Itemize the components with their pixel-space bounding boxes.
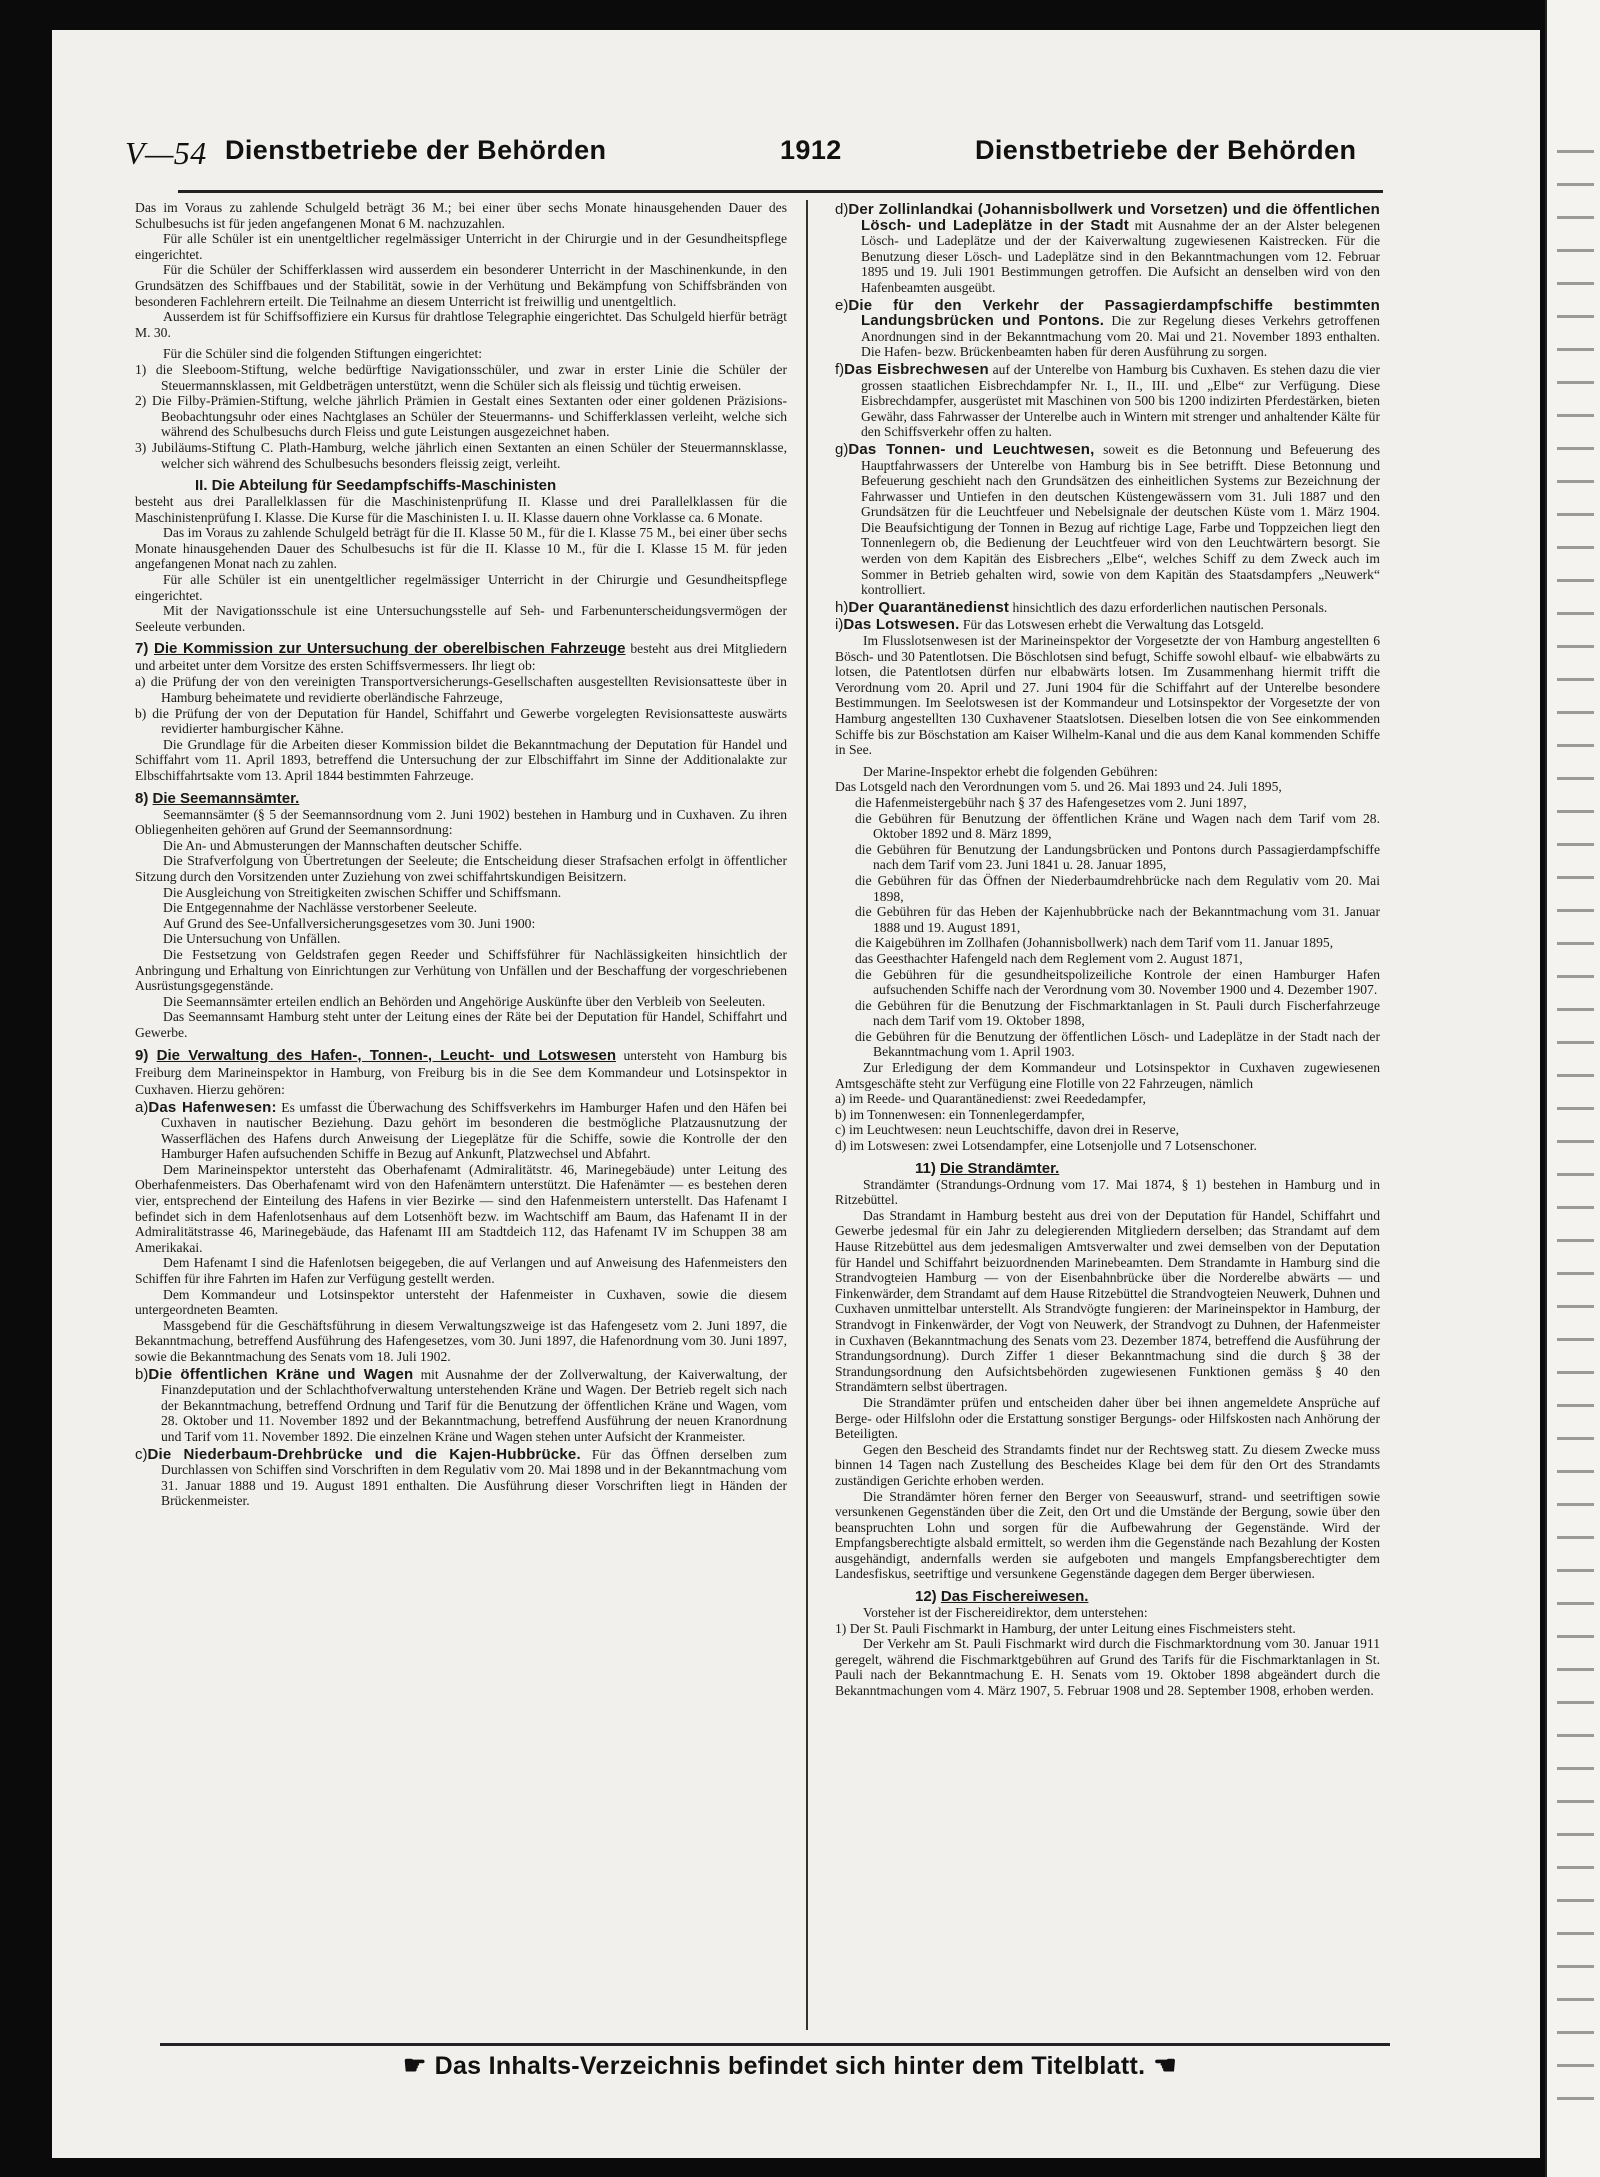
section-number: 9) (135, 1046, 149, 1064)
section-title: Die Seemannsämter. (152, 789, 300, 807)
item-text: soweit es die Betonnung und Befeuerung des Hauptfahrwassers der Unterelbe von Hamburg bis in See betrifft. Diese Betonnung und Befeuerung geschieht nach den Grundsätzen des einheitlichen Systems zur Bezeichnung der Fahrwasser und Untiefen in den deutschen Küstengewässern vom 31. Juli 1887 und den Grundsätzen für die Leuchtfeuer und Nebelsignale der deutschen Küste vom 1. März 1904. Die Beaufsichtigung der Tonnen in Bezug auf richtige Lage, Farbe und Toppzeichen liegt den Tonnenlegern ob, die Bedienung der Leuchtfeuer wird von den Leuchtwärtern besorgt. Sie werden von dem Kapitän des Eisbrechers „Elbe“, welches Schiff zu dem Zweck auch im Sommer in Betrieb gehalten wird, sowie von dem Kapitän des Staatsdampfers „Neuwerk“ kontrolliert. (861, 441, 1380, 598)
list-item-text: im Lotswesen: zwei Lotsendampfer, eine Lotsenjolle und 7 Lotsenschoner. (849, 1138, 1257, 1154)
list-item (135, 393, 787, 440)
paragraph: Auf Grund des See-Unfallversicherungsgesetzes vom 30. Juni 1900: (163, 915, 536, 931)
adjacent-page-text-line (1557, 216, 1594, 219)
list-item-label: c) (835, 1122, 846, 1138)
lettered-item (835, 442, 1380, 598)
item-label: d) (835, 201, 849, 218)
adjacent-page-text-line (1557, 1239, 1594, 1242)
list-item-label: d) (835, 1138, 847, 1154)
adjacent-page-text-line (1557, 348, 1594, 351)
adjacent-page-text-line (1557, 1833, 1594, 1836)
lettered-item (835, 617, 1380, 633)
fee-entry: Das Lotsgeld nach den Verordnungen vom 5. und 26. Mai 1893 und 24. Juli 1895, (835, 779, 1282, 795)
section-number: 7) (135, 640, 149, 658)
adjacent-page-text-line (1557, 942, 1594, 945)
paragraph: Für die Schüler der Schifferklassen wird ausserdem ein besonderer Unterricht in der Maschinenkunde, in den Grundsätzen des Schiffbaues und der Stabilität, sowie in der Verhütung und Bekämpfung von Schiffsbränden von besonderen Fachlehrern erteilt. Die Teilnahme an diesem Unterricht ist freiwillig und unentgeltlich. (135, 262, 787, 309)
paragraph: Für alle Schüler ist ein unentgeltlicher regelmässiger Unterricht in der Chirurgie und in der Gesundheitspflege eingerichtet. (135, 231, 787, 262)
numbered-section-heading (135, 640, 787, 674)
paragraph: Die Festsetzung von Geldstrafen gegen Reeder und Schiffsführer für Nachlässigkeiten hinsichtlich der Anbringung und Erhaltung von Einrichtungen zur Verhütung von Unfällen und der Beschaffung der vorgeschriebenen Ausrüstungsgegenstände. (135, 946, 787, 994)
numbered-section-heading (835, 1160, 1380, 1177)
fee-entry: die Gebühren für die Benutzung der öffentlichen Lösch- und Ladeplätze in der Stadt nach der Bekanntmachung vom 1. April 1903. (855, 1028, 1380, 1060)
paragraph: Die Ausgleichung von Streitigkeiten zwischen Schiffer und Schiffsmann. (163, 884, 562, 900)
paragraph: Das im Voraus zu zahlende Schulgeld beträgt für die II. Klasse 50 M., für die I. Klasse 75 M., bei einer über sechs Monate hinausgehenden Dauer des Schulbesuchs ist für die II. Klasse 10 M., für die I. Klasse 15 M. für jeden angefangenen Monat nach zu zahlen. (135, 525, 787, 572)
item-label: c) (135, 1445, 148, 1463)
section-text: untersteht von Hamburg bis Freiburg dem Marineinspektor in Hamburg, von Freiburg bis in die See dem Kommandeur und Lotsinspektor in Cuxhaven. Hierzu gehören: (135, 1047, 787, 1097)
running-title-left: Dienstbetriebe der Behörden (225, 135, 607, 165)
lettered-item (135, 1367, 787, 1445)
adjacent-page-text-line (1557, 876, 1594, 879)
footer-text: Das Inhalts-Verzeichnis befindet sich hinter dem Titelblatt. (434, 2052, 1146, 2080)
adjacent-page-text-line (1557, 1767, 1594, 1770)
paragraph: Die Grundlage für die Arbeiten dieser Kommission bildet die Bekanntmachung der Deputation für Handel und Schiffahrt vom 11. April 1893, betreffend die Untersuchung der zur Elbschiffahrt im Sinne der Additionalakte zur Elbschiffahrtsakte vom 13. April 1844 bestimmten Fahrzeuge. (135, 736, 787, 783)
fee-entry: die Gebühren für das Öffnen der Niederbaumdrehbrücke nach dem Regulativ vom 20. Mai 1898, (855, 872, 1380, 904)
adjacent-page-text-line (1557, 150, 1594, 153)
list-item (835, 1122, 1380, 1138)
adjacent-page-text-line (1557, 249, 1594, 252)
adjacent-page-text-line (1557, 579, 1594, 582)
item-text: Für das Öffnen derselben zum Durchlassen von Schiffen sind Vorschriften in dem Regulativ vom 20. Mai 1898 und in der Bekanntmachung vom 31. Januar 1888 und 19. August 1891 enthalten. Die Ausführung dieser Vorschriften liegt in Händen der Brückenmeister. (161, 1446, 787, 1509)
item-title: Die Niederbaum-Drehbrücke und die Kajen-Hubbrücke. (147, 1445, 581, 1463)
section-number: 11) (915, 1159, 936, 1177)
adjacent-page-text-line (1557, 513, 1594, 516)
adjacent-page-text-line (1557, 2031, 1594, 2034)
paragraph: Mit der Navigationsschule ist eine Untersuchungsstelle auf Seh- und Farbenunterscheidungsvermögen der Seeleute verbunden. (135, 603, 787, 634)
left-column (135, 200, 787, 1509)
list-item-text: Die Filby-Prämien-Stiftung, welche jährlich Prämien in Gestalt eines Sextanten oder einer goldenen Präzisions-Beobachtungsuhr oder eines Nachtglases an Schüler der Steuermanns- und Schifferklassen verleiht, welche sich während des Schulbesuchs durch Fleiss und gute Leistungen ausgezeichnet haben. (151, 393, 787, 440)
item-title: Das Lotswesen. (843, 616, 960, 634)
item-label: a) (135, 1098, 149, 1116)
paragraph: Die An- und Abmusterungen der Mannschaften deutscher Schiffe. (163, 837, 523, 853)
item-label: h) (835, 598, 849, 616)
adjacent-page-text-line (1557, 1173, 1594, 1176)
list-item (835, 1138, 1380, 1154)
item-label: g) (835, 440, 849, 458)
adjacent-page-text-line (1557, 480, 1594, 483)
paragraph: Das im Voraus zu zahlende Schulgeld beträgt 36 M.; bei einer über sechs Monate hinausgehenden Dauer des Schulbesuchs ist für jeden angefangenen Monat 6 M. nachzuzahlen. (135, 200, 787, 231)
item-title: Die öffentlichen Kräne und Wagen (148, 1365, 414, 1383)
section-title: Das Fischereiwesen. (940, 1588, 1089, 1606)
page-year: 1912 (780, 135, 842, 165)
adjacent-page-text-line (1557, 1107, 1594, 1110)
lettered-item (135, 1447, 787, 1509)
section-title: Die Kommission zur Untersuchung der oberelbischen Fahrzeuge (154, 640, 626, 658)
adjacent-page-text-line (1557, 1503, 1594, 1506)
paragraph: Der Verkehr am St. Pauli Fischmarkt wird durch die Fischmarktordnung vom 30. Januar 1911 geregelt, während die Fischmarktgebühren auf Grund des Tarifs für die Fischmarktanlagen in St. Pauli nach der Bekanntmachung E. H. Senats vom 19. Oktober 1898 abgeändert durch die Bekanntmachungen vom 4. März 1907, 5. Februar 1908 und 28. September 1908, erhoben werden. (835, 1636, 1380, 1699)
adjacent-page-text-line (1557, 315, 1594, 318)
adjacent-page-text-line (1557, 810, 1594, 813)
adjacent-page-text-line (1557, 1734, 1594, 1737)
item-text: Die zur Regelung dieses Verkehrs getroffenen Anordnungen sind in der Bekanntmachung vom 20. Mai und 21. November 1893 enthalten. Die Hafen- bezw. Brückenbeamten haben für deren Ausführung zu sorgen. (861, 313, 1380, 360)
page-number: V—54 (125, 135, 207, 171)
pointing-hand-right-icon: ☛ (403, 2050, 427, 2080)
fee-entry: die Hafenmeistergebühr nach § 37 des Hafengesetzes vom 2. Juni 1897, (855, 794, 1247, 810)
paragraph: Die Entgegennahme der Nachlässe verstorbener Seeleute. (163, 900, 478, 916)
list-item-text: die Prüfung der von der Deputation für Handel, Schiffahrt und Gewerbe vorgelegten Revisionsatteste auswärts revidierter hamburgischer Kähne. (152, 705, 787, 737)
adjacent-page-text-line (1557, 1470, 1594, 1473)
item-text: Es umfasst die Überwachung des Schiffsverkehrs im Hamburger Hafen und den Häfen bei Cuxhaven in nautischer Beziehung. Dazu gehört im besonderen die bestmögliche Platzausnutzung der Wasserflächen des Hafens durch Anweisung der Liegeplätze für die Schiffe, sowie die Kontrolle der den Hamburger Hafen aufsuchenden Schiffe in Bezug auf Ankunft, Platzwechsel und Abfahrt. (161, 1099, 787, 1162)
lettered-item (835, 362, 1380, 440)
adjacent-page-text-line (1557, 1569, 1594, 1572)
adjacent-page-text-line (1557, 744, 1594, 747)
paragraph: Die Strandämter prüfen und entscheiden daher über bei ihnen angemeldete Ansprüche auf Berge- oder Hilfslohn oder die Erstattung sonstiger Bergungs- oder Hilfskosten nach Anhörung der Beteiligten. (835, 1394, 1380, 1442)
adjacent-page-text-line (1557, 1437, 1594, 1440)
list-item-text: im Tonnenwesen: ein Tonnenlegerdampfer, (849, 1106, 1085, 1122)
fee-entry: die Gebühren für die Benutzung der Fischmarktanlagen in St. Pauli durch Fischerfahrzeuge nach dem Tarif vom 19. Oktober 1898, (855, 997, 1380, 1029)
paragraph: Ausserdem ist für Schiffsoffiziere ein Kursus für drahtlose Telegraphie eingerichtet. Das Schulgeld hierfür beträgt M. 30. (135, 309, 787, 340)
adjacent-page-text-line (1557, 1866, 1594, 1869)
fee-entry: die Gebühren für das Heben der Kajenhubbrücke nach der Bekanntmachung vom 31. Januar 1888 und 19. August 1891, (855, 904, 1380, 935)
adjacent-page-text-line (1557, 1404, 1594, 1407)
paragraph: Dem Hafenamt I sind die Hafenlotsen beigegeben, die auf Verlangen und auf Anweisung des Hafenmeisters den Schiffen für ihre Fahrten im Hafen zur Verfügung gestellt werden. (135, 1255, 787, 1287)
list-item-text: im Leuchtwesen: neun Leuchtschiffe, davon drei in Reserve, (848, 1122, 1180, 1138)
paragraph: Für alle Schüler ist ein unentgeltlicher regelmässiger Unterricht in der Chirurgie und Gesundheitspflege eingerichtet. (135, 572, 787, 603)
fee-entry: die Gebühren für die gesundheitspolizeiliche Kontrole der einen Hamburger Hafen aufsuchenden Schiffe nach der Verordnung vom 30. November 1900 und 4. Dezember 1907. (855, 966, 1380, 998)
running-title-right: Dienstbetriebe der Behörden (975, 135, 1357, 165)
list-item (135, 362, 787, 393)
paragraph: Das Seemannsamt Hamburg steht unter der Leitung eines der Räte bei der Deputation für Handel, Schiffahrt und Gewerbe. (135, 1009, 787, 1040)
list-item-label: b) (135, 705, 147, 721)
list-item-label: 3) (135, 439, 147, 455)
item-title: Die für den Verkehr der Passagierdampfschiffe bestimmten Landungsbrücken und Pontons. (848, 296, 1380, 330)
adjacent-page-text-line (1557, 1206, 1594, 1209)
numbered-section-heading (135, 1047, 787, 1098)
adjacent-page-edge (1545, 0, 1600, 2177)
adjacent-page-text-line (1557, 1668, 1594, 1671)
paragraph: Gegen den Bescheid des Strandamts findet nur der Rechtsweg statt. Zu diesem Zwecke muss binnen 14 Tagen nach Zustellung des Bescheides Klage bei dem für den Ort des Strandamts zuständigen Gerichte erhoben werden. (835, 1441, 1380, 1488)
adjacent-page-text-line (1557, 282, 1594, 285)
item-title: Der Quarantänedienst (848, 598, 1010, 616)
list-item (135, 440, 787, 471)
adjacent-page-text-line (1557, 1635, 1594, 1638)
list-item-text: die Sleeboom-Stiftung, welche bedürftige Navigationsschüler, und zwar in erster Linie die Schüler der Steuermannsklassen, mit Geldbeträgen unterstützt, wenn die Schüler sich als fleissig und tüchtig erweisen. (155, 361, 787, 393)
paragraph: Die Seemannsämter erteilen endlich an Behörden und Angehörige Auskünfte über den Verbleib von Seeleuten. (163, 993, 766, 1009)
list-item (835, 1091, 1380, 1107)
paragraph: Die Strafverfolgung von Übertretungen der Seeleute; die Entscheidung dieser Strafsachen erfolgt in öffentlicher Sitzung durch den Vorsitzenden unter Zuziehung von zwei schiffahrtskundigen Beisitzern. (135, 853, 787, 884)
fee-entry: die Gebühren für Benutzung der öffentlichen Kräne und Wagen nach dem Tarif vom 28. Oktober 1892 und 8. März 1899, (855, 810, 1380, 842)
paragraph: Zur Erledigung der dem Kommandeur und Lotsinspektor in Cuxhaven zugewiesenen Amtsgeschäfte steht zur Verfügung eine Flotille von 22 Fahrzeugen, nämlich (835, 1060, 1380, 1091)
adjacent-page-text-line (1557, 1008, 1594, 1011)
pointing-hand-left-icon: ☚ (1153, 2050, 1177, 2080)
section-title: Die Strandämter. (940, 1159, 1060, 1177)
adjacent-page-text-line (1557, 711, 1594, 714)
paragraph: Im Flusslotsenwesen ist der Marineinspektor der Vorgesetzte der von Hamburg angestellten 6 Bösch- und 30 Patentlotsen. Die Böschlotsen sind befugt, Schiffe sowohl elbauf- wie elbabwärts zu lotsen, die Patentlotsen dürfen nur elbabwärts lotsen. Im Zusammenhang hiermit trifft die Verordnung vom 20. April und 27. Juni 1904 für die Schiffahrt auf der Unterelbe besondere Bestimmungen. Im Seelotswesen ist der Kommandeur und Lotsinspektor der Vorgesetzte der von Hamburg angestellten 130 Cuxhavener Staatslotsen. Dieselben lotsen die von See einkommenden Schiffe bis zur Böschstation am Kaiser Wilhelm-Kanal und die aus dem Kanal kommenden Schiffe in See. (835, 633, 1380, 758)
list-item-label: 1) (135, 361, 147, 377)
list-item-label: a) (135, 674, 146, 690)
list-item (835, 1621, 1380, 1637)
list-item-label: a) (835, 1091, 846, 1107)
item-title: Das Eisbrechwesen (844, 360, 989, 378)
adjacent-page-text-line (1557, 612, 1594, 615)
paragraph: Dem Marineinspektor untersteht das Oberhafenamt (Admiralitätstr. 46, Marinegebäude) unter Leitung des Oberhafenmeisters. Das Oberhafenamt wird von den Hafenämtern unterstützt. Die Hafenämter — es bestehen deren vier, entsprechend der Einteilung des Hafens in vier Bezirke — sind den Hafenmeistern unterstellt. Das Hafenamt I befindet sich in dem Hafenlotsenhaus auf dem Lotsenhöft bezw. im Wachtschiff am Baum, das Hafenamt II in der Admiralitätstrasse 46, Marinegebäude, das Hafenamt III am Stadtdeich 112, das Hafenamt IV im Schuppen 38 am Amerikakai. (135, 1161, 787, 1255)
lettered-item (835, 202, 1380, 296)
item-text: auf der Unterelbe von Hamburg bis Cuxhaven. Es stehen dazu die vier grossen staatlichen Eisbrechdampfer Nr. I., II., III. und „Elbe“ zur Verfügung. Diese Eisbrechdampfer, ausgerüstet mit Maschinen von 500 bis 1200 indizirten Pferdestärken, bieten Gewähr, dass Fahrwasser der Unterelbe auch in Wintern mit strenger und anhaltender Kälte für den Schiffsverkehr offen zu halten. (861, 361, 1380, 440)
adjacent-page-text-line (1557, 645, 1594, 648)
adjacent-page-text-line (1557, 1272, 1594, 1275)
list-item-label: 1) (835, 1620, 847, 1636)
adjacent-page-text-line (1557, 546, 1594, 549)
adjacent-page-text-line (1557, 843, 1594, 846)
adjacent-page-text-line (1557, 1074, 1594, 1077)
adjacent-page-text-line (1557, 1305, 1594, 1308)
adjacent-page-text-line (1557, 1701, 1594, 1704)
list-item-text: die Prüfung der von den vereinigten Transportversicherungs-Gesellschaften ausgestellten Revisionsatteste über in Hamburg beheimatete und revidierte oberländische Fahrzeuge, (150, 674, 787, 706)
lettered-item (835, 600, 1380, 616)
paragraph: Strandämter (Strandungs-Ordnung vom 17. Mai 1874, § 1) bestehen in Hamburg und in Ritzebüttel. (835, 1176, 1380, 1208)
item-label: f) (835, 360, 845, 378)
adjacent-page-text-line (1557, 381, 1594, 384)
lettered-item (835, 298, 1380, 360)
list-item (135, 674, 787, 705)
adjacent-page-text-line (1557, 1998, 1594, 2001)
section-title: Die Verwaltung des Hafen-, Tonnen-, Leucht- und Lotswesen (156, 1046, 616, 1064)
adjacent-page-text-line (1557, 1140, 1594, 1143)
list-item-text: im Reede- und Quarantänedienst: zwei Reededampfer, (848, 1091, 1146, 1107)
adjacent-page-text-line (1557, 447, 1594, 450)
column-divider (806, 200, 808, 2030)
paragraph: Vorsteher ist der Fischereidirektor, dem unterstehen: (863, 1605, 1148, 1621)
item-label: e) (835, 296, 849, 314)
list-item-label: b) (835, 1106, 847, 1122)
item-label: b) (135, 1365, 149, 1383)
list-item-label: 2) (135, 393, 147, 409)
adjacent-page-text-line (1557, 2064, 1594, 2067)
paragraph: besteht aus drei Parallelklassen für die Maschinistenprüfung II. Klasse und drei Parallelklassen für die Maschinistenprüfung I. Klasse. Die Kurse für die Maschinisten I. u. II. Klasse dauern ohne Vorklasse ca. 6 Monate. (135, 494, 787, 525)
footer-rule (160, 2043, 1390, 2046)
numbered-section-heading (835, 1588, 1380, 1605)
adjacent-page-text-line (1557, 1536, 1594, 1539)
item-title: Das Tonnen- und Leuchtwesen, (848, 440, 1095, 458)
adjacent-page-text-line (1557, 2097, 1594, 2100)
item-text: mit Ausnahme der der Zollverwaltung, der Kaiverwaltung, der Finanzdeputation und der Schlachthofverwaltung unterstehenden Kräne und Wagen. Der Betrieb regelt sich nach der Bekanntmachung, betreffend Ordnung und Tarif für die Benutzung der öffentlichen Kräne und Wagen, vom 28. Oktober und 11. November 1892 und der Bekanntmachung, betreffend Ausführung der neuen Kranordnung und Tarif vom 11. November 1892. Die einzelnen Kräne und Wagen stehen unter Aufsicht der Kranmeister. (161, 1366, 787, 1444)
adjacent-page-text-line (1557, 678, 1594, 681)
paragraph: Dem Kommandeur und Lotsinspektor untersteht der Hafenmeister in Cuxhaven, sowie die diesem untergeordneten Beamten. (135, 1286, 787, 1318)
paragraph: Massgebend für die Geschäftsführung in diesem Verwaltungszweige ist das Hafengesetz vom 2. Juni 1897, die Bekanntmachung, betreffend Ausführung des Hafengesetzes, vom 30. Juni 1897, die Hafenordnung vom 30. Juni 1897, sowie die Bekanntmachung des Senats vom 18. Juli 1902. (135, 1317, 787, 1364)
adjacent-page-text-line (1557, 1800, 1594, 1803)
section-text: besteht aus drei Mitgliedern und arbeitet unter dem Vorsitze des ersten Schiffsvermessers. Ihr liegt ob: (135, 641, 787, 674)
item-title: Das Hafenwesen: (148, 1098, 277, 1116)
list-item (835, 1107, 1380, 1123)
page-header (125, 135, 1357, 185)
paragraph: Der Marine-Inspektor erhebt die folgenden Gebühren: (863, 763, 1158, 779)
adjacent-page-text-line (1557, 777, 1594, 780)
fee-entry: die Kaigebühren im Zollhafen (Johannisbollwerk) nach dem Tarif vom 11. Januar 1895, (855, 935, 1334, 951)
paragraph: Für die Schüler sind die folgenden Stiftungen eingerichtet: (163, 346, 483, 362)
adjacent-page-text-line (1557, 183, 1594, 186)
lettered-item (135, 1100, 787, 1162)
adjacent-page-text-line (1557, 1899, 1594, 1902)
item-text: Für das Lotswesen erhebt die Verwaltung das Lotsgeld. (959, 617, 1264, 633)
fee-entry: die Gebühren für Benutzung der Landungsbrücken und Pontons durch Passagierdampfschiffe nach dem Tarif vom 23. Juni 1841 u. 28. Januar 1895, (855, 841, 1380, 873)
adjacent-page-text-line (1557, 1932, 1594, 1935)
footer-notice (395, 2050, 1185, 2081)
adjacent-page-text-line (1557, 1602, 1594, 1605)
paragraph: Die Strandämter hören ferner den Berger von Seeauswurf, strand- und seetriftigen sowie versunkenen Gegenständen über die Zeit, den Ort und die Umstände der Bergung, sowie über den beanspruchten Lohn und sorgen für die Aufbewahrung der Gegenstände. Wird der Empfangsberechtigte alsbald ermittelt, so werden ihm die Gegenstände nach Bezahlung der Kosten ausgehändigt, andernfalls werden sie aufgeboten und mangels Empfangsberechtigter dem Landesfiskus, seetriftige und versunkene Gegenstände dagegen dem Berger überwiesen. (835, 1488, 1380, 1582)
section-number: 12) (915, 1588, 937, 1606)
adjacent-page-text-line (1557, 975, 1594, 978)
item-text: hinsichtlich des dazu erforderlichen nautischen Personals. (1009, 599, 1328, 615)
numbered-section-heading (135, 790, 787, 807)
list-item-text: Jubiläums-Stiftung C. Plath-Hamburg, welche jährlich einen Sextanten an einen Schüler der Steuermannsklasse, welcher sich während des Schulbesuchs besonders fleissig zeigt, verleiht. (151, 439, 787, 471)
adjacent-page-text-line (1557, 1041, 1594, 1044)
adjacent-page-text-line (1557, 1371, 1594, 1374)
list-item (135, 706, 787, 737)
section-number: 8) (135, 789, 149, 807)
header-rule (178, 190, 1383, 193)
adjacent-page-text-line (1557, 909, 1594, 912)
adjacent-page-text-line (1557, 1965, 1594, 1968)
right-column (835, 200, 1380, 1699)
item-text: mit Ausnahme der an der Alster belegenen Lösch- und Ladeplätze und der der Kaiverwaltung zugewiesenen Kaistrecken. Für die Benutzung dieser Lösch- und Ladeplätze sind in den Bekanntmachungen vom 12. Februar 1895 und 19. Juli 1901 Bestimmungen getroffen. Die Aufsicht an denselben wird von den Hafenbeamten ausgeübt. (861, 217, 1380, 295)
item-label: i) (835, 616, 844, 634)
section-heading: II. Die Abteilung für Seedampfschiffs-Maschinisten (195, 477, 557, 495)
paragraph: Das Strandamt in Hamburg besteht aus drei von der Deputation für Handel, Schiffahrt und Gewerbe jedesmal für ein Jahr zu delegierenden Mitgliedern derselben; das Strandamt auf dem Hause Ritzebüttel aus dem jedesmaligen Amtsverwalter und zwei demselben von der Deputation für Handel und Schiffahrt beizuordnenden Marinebeamten. Dem Strandamte in Hamburg sind die Strandvogteien Hamburg — von der Eisenbahnbrücke über die Norderelbe abwärts — und Finkenwärder, dem Strandamt auf dem Hause Ritzebüttel die Strandvogteien Neuwerk, Duhnen und Cuxhaven unmittelbar unterstellt. Als Strandvögte fungieren: der Marineinspektor in Hamburg, der Strandvogt in Finkenwärder, der Vogt von Neuwerk, der Strandvogt zu Duhnen, der Hafenmeister in Cuxhaven (Bekanntmachung des Senats vom 23. Dezember 1874, betreffend die Ausführung der Strandungsordnung). Durch Ziffer 1 dieser Bekanntmachung sind die durch § 38 der Strandungsordnung den Aufsichtsbehörden zugewiesenen Funktionen gemäss § 40 den Strandämtern selbst übertragen. (835, 1207, 1380, 1395)
adjacent-page-text-line (1557, 1338, 1594, 1341)
fee-entry: das Geesthachter Hafengeld nach dem Reglement vom 2. August 1871, (855, 950, 1243, 966)
item-title: Der Zollinlandkai (Johannisbollwerk und Vorsetzen) und die öffentlichen Lösch- und Ladeplätze in der Stadt (848, 201, 1380, 234)
paragraph: Seemannsämter (§ 5 der Seemannsordnung vom 2. Juni 1902) bestehen in Hamburg und in Cuxhaven. Zu ihren Obliegenheiten gehören auf Grund der Seemannsordnung: (135, 806, 787, 838)
list-item-text: Der St. Pauli Fischmarkt in Hamburg, der unter Leitung eines Fischmeisters steht. (849, 1620, 1296, 1636)
paragraph: Die Untersuchung von Unfällen. (163, 931, 341, 947)
adjacent-page-text-line (1557, 414, 1594, 417)
